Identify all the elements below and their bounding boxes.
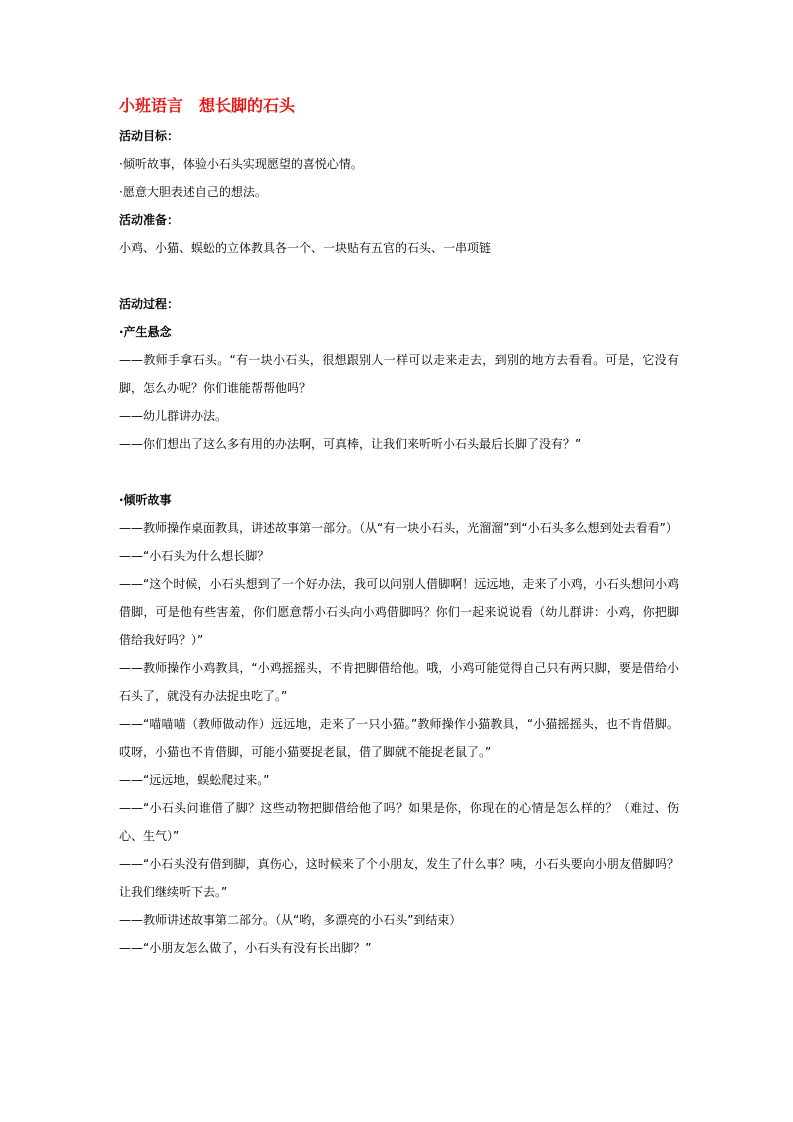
process-line: ——你们想出了这么多有用的办法啊，可真棒，让我们来听听小石头最后长脚了没有？” [119,437,582,451]
process-line: ——“喵喵喵（教师做动作）远远地，走来了一只小猫。”教师操作小猫教具，“小猫摇摇头，也不肯借脚。哎呀，小猫也不肯借脚，可能小猫要捉老鼠，借了脚就不能捉老鼠了。” [119,717,679,759]
process-line: ——“小石头为什么想长脚？ [119,549,270,563]
process-line: ——“这个时候，小石头想到了一个好办法，我可以问别人借脚啊！远远地，走来了小鸡，小石头想问小鸡借脚，可是他有些害羞，你们愿意帮小石头向小鸡借脚吗？你们一起来说说看（幼儿群讲：小鸡，你把脚借给我好吗？）” [119,577,679,647]
process-line: ——教师讲述故事第二部分。（从“哟，多漂亮的小石头”到结束） [119,913,462,927]
process-line: ——“小石头没有借到脚，真伤心，这时候来了个小朋友，发生了什么事？咦，小石头要向小朋友借脚吗？让我们继续听下去。” [119,857,679,899]
goal-item: ·倾听故事，体验小石头实现愿望的喜悦心情。 [119,157,363,171]
goals-heading: 活动目标： [119,129,180,143]
document-title: 小班语言 想长脚的石头 [119,96,296,115]
prep-text: 小鸡、小猫、蜈蚣的立体教具各一个、一块贴有五官的石头、一串项链 [119,241,492,255]
process-line: ——教师操作桌面教具，讲述故事第一部分。（从“有一块小石头，光溜溜”到“小石头多么想到处去看看”） [119,521,678,535]
process-line: ——教师操作小鸡教具，“小鸡摇摇头，不肯把脚借给他。哦，小鸡可能觉得自己只有两只脚，要是借给小石头了，就没有办法捉虫吃了。” [119,661,679,703]
process-line: ——“远远地，蜈蚣爬过来。” [119,773,270,787]
section-heading-story: ·倾听故事 [119,493,172,507]
section-heading-suspense: ·产生悬念 [119,325,172,339]
process-line: ——幼儿群讲办法。 [119,409,228,423]
process-heading: 活动过程： [119,297,180,311]
spacer [119,458,679,486]
goal-item: ·愿意大胆表述自己的想法。 [119,185,267,199]
process-line: ——“小石头问谁借了脚？这些动物把脚借给他了吗？如果是你，你现在的心情是怎么样的？（难过、伤心、生气）” [119,801,679,843]
document-body [119,94,679,962]
process-line: ——教师手拿石头。“有一块小石头，很想跟别人一样可以走来走去，到别的地方去看看。可是，它没有脚，怎么办呢？你们谁能帮帮他吗？ [119,353,679,395]
spacer [119,262,679,290]
process-line: ——“小朋友怎么做了，小石头有没有长出脚？” [119,941,372,955]
prep-heading: 活动准备： [119,213,180,227]
